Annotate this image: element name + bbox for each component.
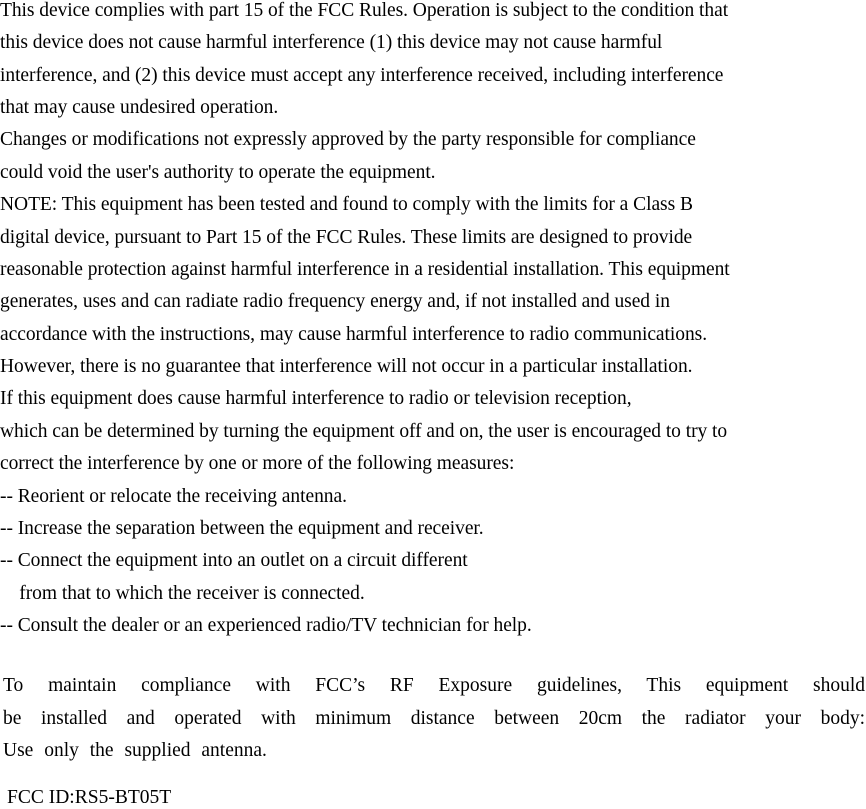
rf-exposure-line: be installed and operated with minimum distance between 20cm the radiator your body:: [3, 708, 865, 729]
statement-line: Changes or modifications not expressly approved by the party responsible for compliance: [0, 129, 696, 150]
measure-item: -- Reorient or relocate the receiving antenna.: [0, 486, 347, 507]
statement-line: NOTE: This equipment has been tested and found to comply with the limits for a Class B: [0, 194, 693, 215]
statement-line: correct the interference by one or more of the following measures:: [0, 453, 515, 474]
statement-line: that may cause undesired operation.: [0, 97, 279, 118]
statement-line: digital device, pursuant to Part 15 of the FCC Rules. These limits are designed to provide: [0, 227, 693, 248]
fcc-id-label: FCC ID:RS5-BT05T: [7, 787, 172, 808]
statement-line: This device complies with part 15 of the FCC Rules. Operation is subject to the condition that: [0, 0, 729, 21]
statement-line: However, there is no guarantee that interference will not occur in a particular installation.: [0, 356, 693, 377]
statement-line: generates, uses and can radiate radio frequency energy and, if not installed and used in: [0, 291, 670, 312]
measure-item: -- Connect the equipment into an outlet on a circuit different: [0, 550, 468, 571]
statement-line: If this equipment does cause harmful interference to radio or television reception,: [0, 388, 632, 409]
measure-item: -- Consult the dealer or an experienced radio/TV technician for help.: [0, 615, 532, 636]
statement-line: which can be determined by turning the equipment off and on, the user is encouraged to try to: [0, 421, 728, 442]
measure-item: -- Increase the separation between the equipment and receiver.: [0, 518, 484, 539]
rf-exposure-line: To maintain compliance with FCC’s RF Exposure guidelines, This equipment should: [3, 675, 865, 696]
statement-line: reasonable protection against harmful interference in a residential installation. This equipment: [0, 259, 730, 280]
statement-line: could void the user's authority to operate the equipment.: [0, 162, 436, 183]
statement-line: this device does not cause harmful interference (1) this device may not cause harmful: [0, 32, 663, 53]
statement-line: interference, and (2) this device must accept any interference received, including interference: [0, 65, 724, 86]
measure-item-continuation: from that to which the receiver is connected.: [0, 583, 365, 604]
rf-exposure-line: Use only the supplied antenna.: [3, 740, 267, 761]
statement-line: accordance with the instructions, may cause harmful interference to radio communications.: [0, 324, 708, 345]
